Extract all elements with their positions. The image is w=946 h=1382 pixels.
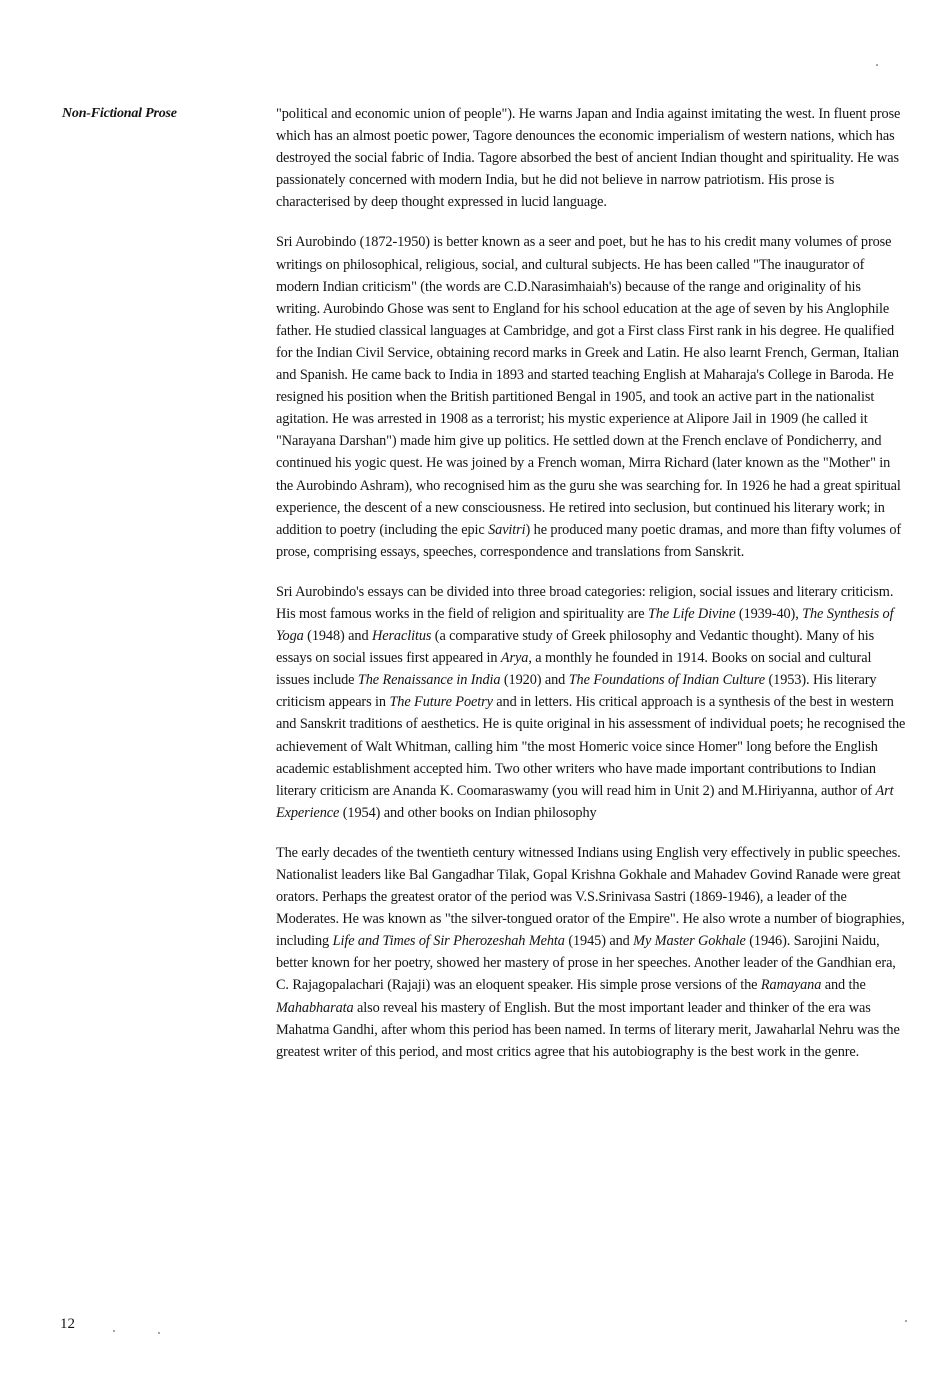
text-run: (1948) and [303,628,372,645]
work-title: The Life Divine [648,605,736,622]
page-number: 12 [60,1316,75,1332]
work-title: My Master Gokhale [633,933,746,950]
scan-speck [905,1320,907,1322]
work-title: Savitri [488,521,526,538]
text-run: (1946). Sarojini Naidu, better known for her poetry, showed her mastery of prose in her speeches. Another leader of the Gandhian era, C. Rajagopalachari (Rajaji) was an eloquent speaker. His simple prose versions of the [276,933,896,994]
text-run: (1954) and other books on Indian philosophy [339,804,597,821]
text-run: (1953). His literary criticism appears in [276,672,877,711]
work-title: Life and Times of Sir Pherozeshah Mehta [332,933,565,950]
work-title: The Foundations of Indian Culture [568,672,766,689]
work-title: Art Experience [276,782,894,821]
paragraph-tagore-conclusion [276,103,908,213]
text-run: also reveal his mastery of English. But the most important leader and thinker of the era was Mahatma Gandhi, after whom this period has been named. In terms of literary merit, Jawaharlal Nehru was the greatest writer of this period, and most critics agree that his autobiography is the best work in the genre. [276,999,900,1060]
scan-speck [158,1332,160,1334]
work-title: Arya [500,650,529,667]
work-title: Ramayana [760,977,822,994]
paragraph-aurobindo-biography [276,231,908,562]
main-text-body [276,103,908,1063]
section-side-label: Non-Fictional Prose [62,106,177,121]
work-title: Heraclitus [371,628,432,645]
text-run: Sri Aurobindo (1872-1950) is better known as a seer and poet, but he has to his credit many volumes of prose writings on philosophical, religious, social, and cultural subjects. He has been called "The inaugurator of modern Indian criticism" (the words are C.D.Narasimhaiah's) because of the range and originality of his writing. Aurobindo Ghose was sent to England for his school education at the age of seven by his Anglophile father. He studied classical languages at Cambridge, and got a First class First rank in his degree. He qualified for the Indian Civil Service, obtaining record marks in Greek and Latin. He also learnt French, German, Italian and Spanish. He came back to India in 1893 and started teaching English at Maharaja's College in Baroda. He resigned his position when the British partitioned Bengal in 1905, and took an active part in the nationalist agitation. He was arrested in 1908 as a terrorist; his mystic experience at Alipore Jail in 1909 (he called it "Narayana Darshan") made him give up politics. He settled down at the French enclave of Pondicherry, and continued his yogic quest. He was joined by a French woman, Mirra Richard (later known as the "Mother" in the Aurobindo Ashram), who recognised him as the guru she was searching for. In 1926 he had a great spiritual experience, the descent of a new consciousness. He retired into seclusion, but continued his literary work; in addition to poetry (including the epic [276,234,901,538]
work-title: The Synthesis of Yoga [276,605,894,645]
paragraph-public-speeches [276,842,908,1063]
text-run: , a monthly he founded in 1914. Books on social and cultural issues include [276,650,872,689]
text-run: (1945) and [564,933,634,950]
paragraph-aurobindo-essays [276,581,908,824]
text-run: (1939-40), [735,605,803,622]
text-run: (a comparative study of Greek philosophy and Vedantic thought). Many of his essays on social issues first appeared in [276,628,875,667]
scan-speck [876,64,878,66]
text-run: Sri Aurobindo's essays can be divided into three broad categories: religion, social issues and literary criticism. His most famous works in the field of religion and spirituality are [276,583,894,622]
text-run: (1920) and [500,672,569,689]
text-run: and the [821,977,866,994]
text-run: "political and economic union of people"). He warns Japan and India against imitating the west. In fluent prose which has an almost poetic power, Tagore denounces the economic imperialism of western nations, which has destroyed the social fabric of India. Tagore absorbed the best of ancient Indian thought and spirituality. He was passionately concerned with modern India, but he did not believe in narrow patriotism. His prose is characterised by deep thought expressed in lucid language. [276,106,901,211]
text-run: ) he produced many poetic dramas, and more than fifty volumes of prose, comprising essays, speeches, correspondence and translations from Sanskrit. [276,521,902,560]
text-run: The early decades of the twentieth century witnessed Indians using English very effectively in public speeches. Nationalist leaders like Bal Gangadhar Tilak, Gopal Krishna Gokhale and Mahadev Govind Ranade were great orators. Perhaps the greatest orator of the period was V.S.Srinivasa Sastri (1869-1946), a leader of the Moderates. He was known as "the silver-tongued orator of the Empire". He also wrote a number of biographies, including [276,844,905,950]
scan-speck [113,1330,115,1332]
text-run: and in letters. His critical approach is a synthesis of the best in western and Sanskrit traditions of aesthetics. He is quite original in his assessment of individual poets; he recognised the achievement of Walt Whitman, calling him "the most Homeric voice since Homer" long before the English academic establishment accepted him. Two other writers who have made important contributions to Indian literary criticism are Ananda K. Coomaraswamy (you will read him in Unit 2) and M.Hiriyanna, author of [276,694,906,799]
work-title: The Renaissance in India [357,672,501,689]
work-title: The Future Poetry [389,694,493,711]
work-title: Mahabharata [276,999,354,1016]
